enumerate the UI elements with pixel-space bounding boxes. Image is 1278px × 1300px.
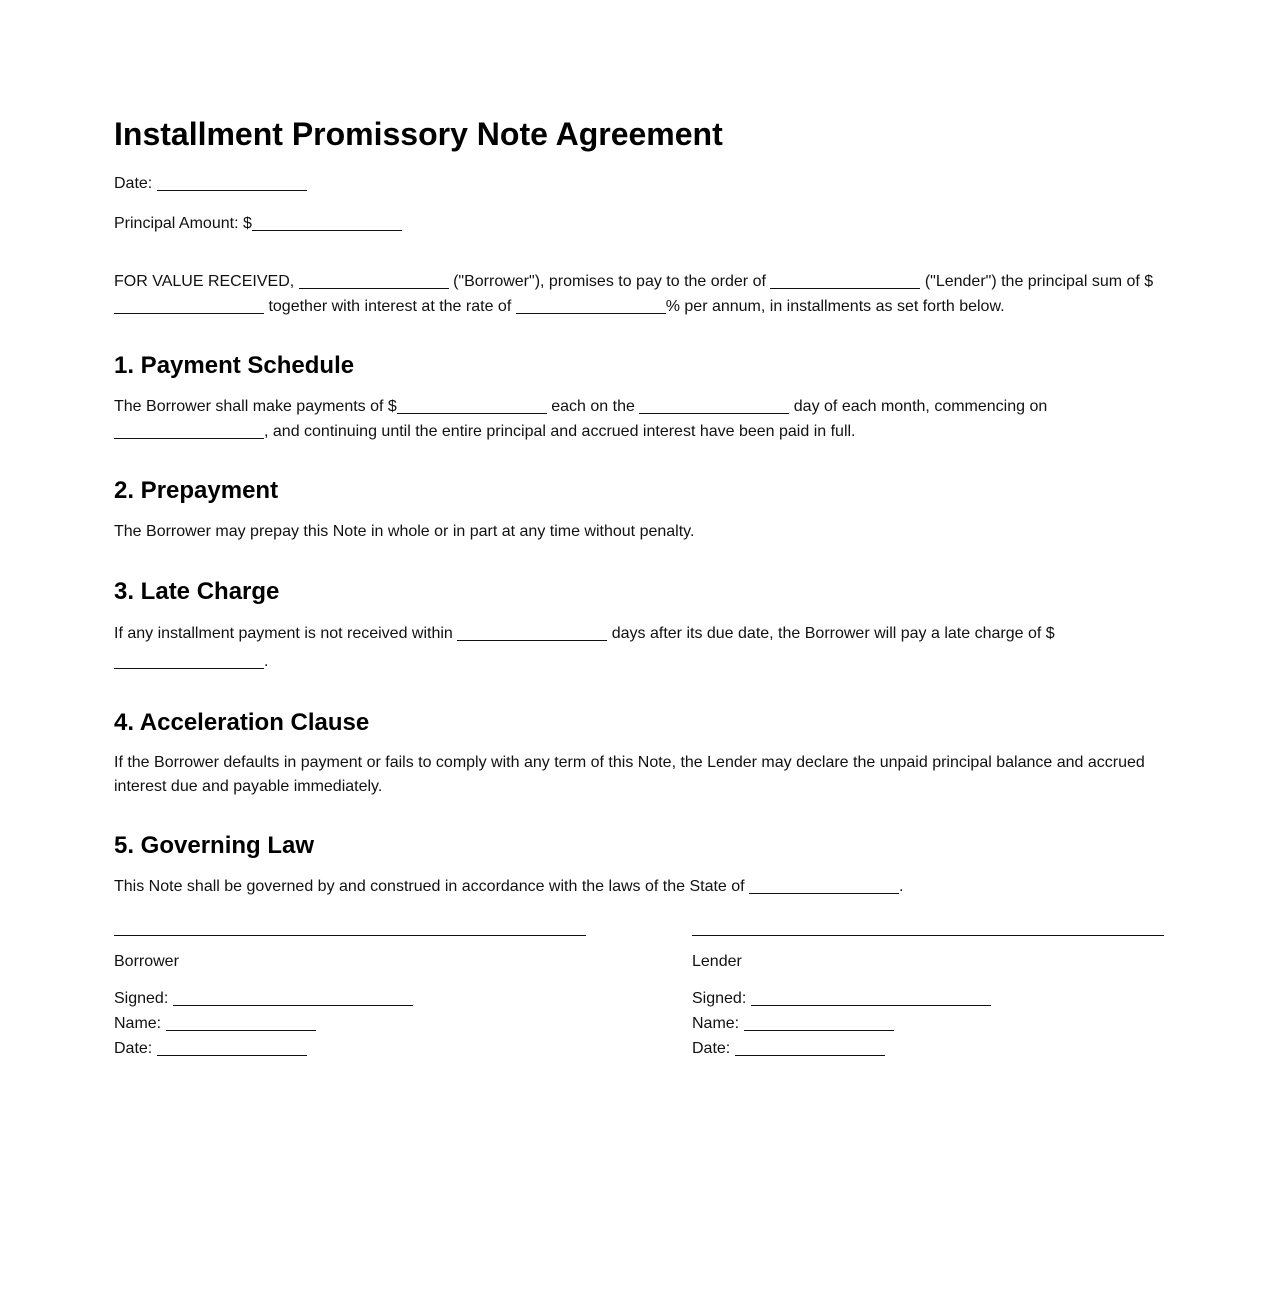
governing-law-text-2: . <box>899 878 904 895</box>
payment-text-3: day of each month, commencing on <box>793 398 1048 415</box>
section-body <box>114 394 1164 444</box>
lender-date-blank[interactable] <box>735 1042 885 1056</box>
payment-text-1: The Borrower shall make payments of $ <box>114 398 397 415</box>
state-blank[interactable] <box>749 880 899 894</box>
borrower-signature-line[interactable] <box>114 935 586 936</box>
section-payment-schedule <box>114 351 1164 444</box>
date-label: Date: <box>114 1040 153 1057</box>
name-row <box>692 1011 1164 1036</box>
principal-label: Principal Amount: $ <box>114 215 252 232</box>
lender-signed-blank[interactable] <box>751 992 991 1006</box>
lender-signature-line[interactable] <box>692 935 1164 936</box>
date-row <box>114 1036 586 1061</box>
payment-text-2: each on the <box>551 398 635 415</box>
name-label: Name: <box>692 1015 740 1032</box>
borrower-name-blank[interactable] <box>299 275 449 289</box>
signed-label: Signed: <box>114 990 169 1007</box>
intro-text-1: FOR VALUE RECEIVED, <box>114 273 295 290</box>
signature-role: Lender <box>692 953 742 970</box>
lender-name-blank[interactable] <box>770 275 920 289</box>
intro-paragraph <box>114 269 1164 319</box>
payment-amount-blank[interactable] <box>397 400 547 414</box>
late-charge-text-2: days after its due date, the Borrower will pay a late charge of $ <box>611 625 1055 642</box>
signed-row <box>692 986 1164 1011</box>
intro-text-3: ("Lender") the principal sum of $ <box>924 273 1154 290</box>
payment-day-blank[interactable] <box>639 400 789 414</box>
late-charge-text-3: . <box>264 653 269 670</box>
borrower-signature-block <box>114 935 586 1061</box>
late-charge-text-1: If any installment payment is not received within <box>114 625 453 642</box>
section-heading: 3. Late Charge <box>114 578 280 605</box>
section-body <box>114 874 1164 899</box>
date-row <box>692 1036 1164 1061</box>
date-row <box>114 172 1164 196</box>
section-late-charge <box>114 577 1164 676</box>
section-heading: 4. Acceleration Clause <box>114 709 370 736</box>
section-body <box>114 620 1164 676</box>
section-acceleration-clause <box>114 708 1164 799</box>
signed-label: Signed: <box>692 990 747 1007</box>
section-heading: 5. Governing Law <box>114 832 315 859</box>
signature-role: Borrower <box>114 953 179 970</box>
section-heading: 1. Payment Schedule <box>114 352 355 379</box>
section-heading: 2. Prepayment <box>114 477 279 504</box>
borrower-date-blank[interactable] <box>157 1042 307 1056</box>
governing-law-text-1: This Note shall be governed by and construed in accordance with the laws of the State of <box>114 878 745 895</box>
borrower-signed-blank[interactable] <box>173 992 413 1006</box>
principal-amount-blank[interactable] <box>252 217 402 231</box>
lender-signature-block <box>692 935 1164 1061</box>
signed-row <box>114 986 586 1011</box>
date-label: Date: <box>692 1040 731 1057</box>
document-title: Installment Promissory Note Agreement <box>114 116 723 152</box>
interest-rate-blank[interactable] <box>516 300 666 314</box>
document-page <box>114 112 1164 1061</box>
section-prepayment <box>114 476 1164 544</box>
name-row <box>114 1011 586 1036</box>
late-charge-amount-blank[interactable] <box>114 655 264 669</box>
intro-text-2: ("Borrower"), promises to pay to the order of <box>453 273 766 290</box>
intro-text-4: together with interest at the rate of <box>268 298 512 315</box>
principal-sum-blank[interactable] <box>114 300 264 314</box>
signature-area <box>114 935 1164 1061</box>
section-governing-law <box>114 831 1164 899</box>
payment-text-4: , and continuing until the entire principal and accrued interest have been paid in full. <box>264 423 856 440</box>
commencement-date-blank[interactable] <box>114 425 264 439</box>
intro-text-5: % per annum, in installments as set forth below. <box>665 298 1005 315</box>
lender-name-field-blank[interactable] <box>744 1017 894 1031</box>
principal-row <box>114 212 1164 236</box>
borrower-name-field-blank[interactable] <box>166 1017 316 1031</box>
grace-days-blank[interactable] <box>457 627 607 641</box>
section-body: The Borrower may prepay this Note in whole or in part at any time without penalty. <box>114 523 695 540</box>
date-blank[interactable] <box>157 177 307 191</box>
date-label: Date: <box>114 175 153 192</box>
section-body: If the Borrower defaults in payment or fails to comply with any term of this Note, the Lender may declare the unpaid principal balance and accrued interest due and payable immediately. <box>114 754 1145 795</box>
name-label: Name: <box>114 1015 162 1032</box>
